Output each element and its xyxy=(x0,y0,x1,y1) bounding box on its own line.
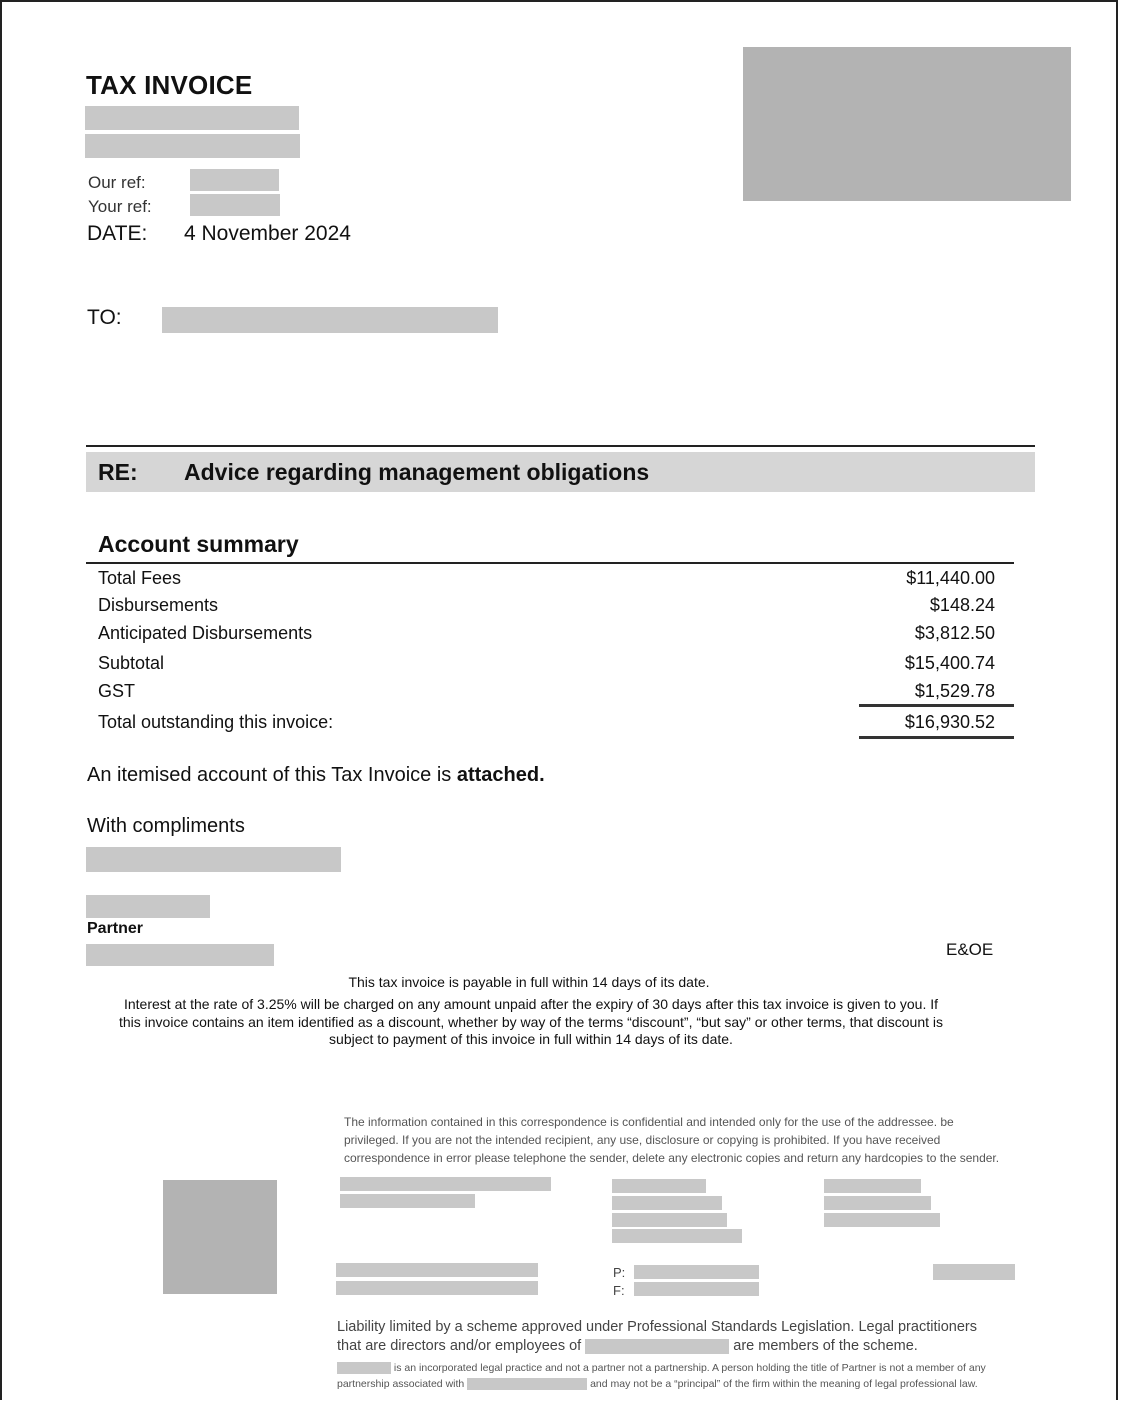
redacted-logo xyxy=(743,47,1071,201)
eoe-notice: E&OE xyxy=(946,940,994,959)
summary-row-label: Anticipated Disbursements xyxy=(98,623,313,643)
fine-print xyxy=(337,1360,1027,1392)
summary-total-label: Total outstanding this invoice: xyxy=(98,712,334,732)
redacted-signatory-contact xyxy=(86,944,274,966)
phone-label: P: xyxy=(613,1265,626,1280)
summary-row-amount: $15,400.74 xyxy=(904,653,995,673)
confidentiality-notice: The information contained in this correspondence is confidential and intended only for the use of the addressee. be privileged. If you are not the intended recipient, any use, disclosure or copying is prohibited. If you have received correspondence in error please telephone the sender, delete any electronic copies and return any hardcopies to the sender. xyxy=(344,1115,1000,1165)
liability-line-2 xyxy=(337,1337,1017,1356)
attached-note-bold: attached. xyxy=(456,764,545,786)
redacted-address xyxy=(340,1177,551,1191)
redacted-contact xyxy=(336,1263,538,1277)
summary-row-label: Total Fees xyxy=(98,568,182,588)
total-top-rule xyxy=(859,704,1014,707)
redacted-office xyxy=(612,1179,706,1193)
date-value: 4 November 2024 xyxy=(184,222,351,245)
redacted-recipient xyxy=(162,307,498,333)
our-ref-label: Our ref: xyxy=(88,173,146,192)
fax-label: F: xyxy=(613,1283,625,1298)
redacted-office xyxy=(824,1213,940,1227)
fine-print-text: partnership associated with xyxy=(337,1378,465,1390)
summary-row-amount: $3,812.50 xyxy=(914,623,995,643)
redacted-office xyxy=(824,1196,931,1210)
redacted-office xyxy=(824,1179,921,1193)
re-label: RE: xyxy=(98,459,138,485)
partner-title: Partner xyxy=(87,920,144,937)
redacted-firm xyxy=(467,1378,587,1390)
redacted-sender-line-2 xyxy=(85,134,300,158)
document-title: TAX INVOICE xyxy=(86,70,253,100)
liability-text: are members of the scheme. xyxy=(733,1338,918,1354)
your-ref-label: Your ref: xyxy=(88,197,152,216)
redacted-firm xyxy=(337,1362,391,1374)
summary-row-label: GST xyxy=(98,681,136,701)
re-divider xyxy=(86,445,1035,447)
summary-row-label: Subtotal xyxy=(98,653,165,673)
redacted-office xyxy=(612,1229,742,1243)
redacted-office xyxy=(612,1213,727,1227)
summary-row-amount: $148.24 xyxy=(929,595,995,615)
summary-total-amount: $16,930.52 xyxy=(904,712,995,732)
redacted-footer-logo xyxy=(163,1180,277,1294)
to-label: TO: xyxy=(87,306,122,329)
fine-print-text: is an incorporated legal practice and not a partner not a partnership. A person holding the title of Partner is not a member of any xyxy=(393,1362,986,1374)
redacted-office xyxy=(612,1196,722,1210)
summary-row-label: Disbursements xyxy=(98,595,219,615)
date-label: DATE: xyxy=(87,222,148,245)
redacted-contact xyxy=(336,1281,538,1295)
redacted-your-ref xyxy=(190,194,280,216)
redacted-phone xyxy=(634,1265,759,1279)
account-summary-title: Account summary xyxy=(98,531,299,557)
attached-note-text: An itemised account of this Tax Invoice is xyxy=(87,764,457,786)
redacted-fax xyxy=(634,1282,759,1296)
compliments-text: With compliments xyxy=(87,815,245,837)
summary-divider xyxy=(86,562,1014,564)
liability-line-1: Liability limited by a scheme approved under Professional Standards Legislation. Legal practitioners xyxy=(337,1319,977,1335)
redacted-firm-name xyxy=(86,847,341,872)
summary-row-amount: $1,529.78 xyxy=(914,681,995,701)
payment-terms: This tax invoice is payable in full within 14 days of its date. xyxy=(348,974,710,990)
redacted-address xyxy=(340,1194,475,1208)
summary-row-amount: $11,440.00 xyxy=(906,568,995,588)
redacted-sender-line-1 xyxy=(85,106,299,130)
fine-print-line-1 xyxy=(337,1360,1027,1376)
interest-terms: Interest at the rate of 3.25% will be charged on any amount unpaid after the expiry of 30 days after this tax invoice is given to you. If this invoice contains an item identified as a discount, whether by way of the terms “discount”, “but say” or other terms, that discount is subject to payment of this invoice in full within 14 days of its date. xyxy=(118,996,944,1047)
redacted-firm xyxy=(585,1339,729,1354)
redacted-our-ref xyxy=(190,169,279,191)
re-subject: Advice regarding management obligations xyxy=(184,459,650,485)
redacted-signatory-name xyxy=(86,895,210,918)
attached-note xyxy=(87,764,545,787)
fine-print-line-2 xyxy=(337,1376,1027,1392)
total-bottom-rule xyxy=(859,736,1014,739)
redacted-web xyxy=(933,1264,1015,1280)
liability-notice xyxy=(337,1318,1017,1356)
fine-print-text: and may not be a “principal” of the firm within the meaning of legal professional law. xyxy=(590,1378,978,1390)
liability-text: that are directors and/or employees of xyxy=(337,1338,582,1354)
